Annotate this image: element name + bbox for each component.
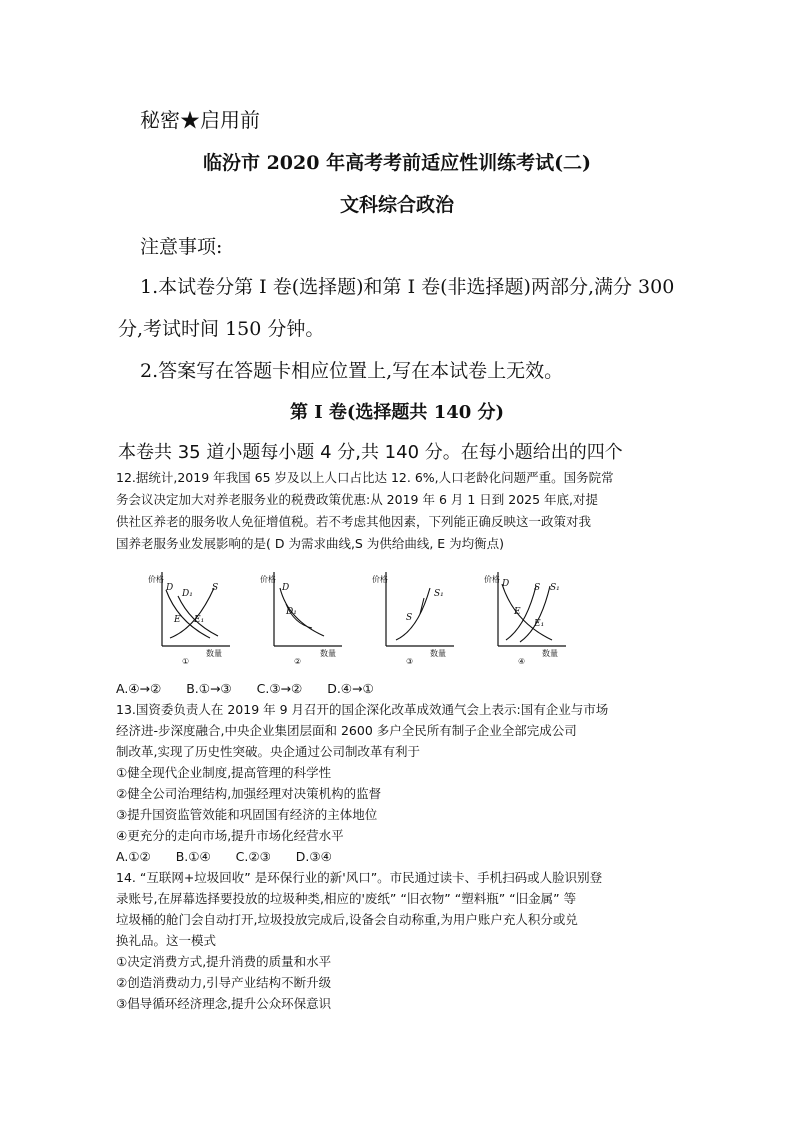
notice-item-2: 2.答案写在答题卡相应位置上,写在本试卷上无效。 [140, 360, 564, 382]
section-intro: 本卷共 35 道小题每小题 4 分,共 140 分。在每小题给出的四个 [118, 442, 623, 463]
graph-2-x-label: 数量 [320, 649, 336, 658]
q13-line-2: 经济进-步深度融合,中央企业集团层面和 2600 多户全民所有制子企业全部完成公司 [116, 723, 577, 738]
graph-4-e1-label: E₁ [534, 619, 545, 629]
graph-3-y-label: 价格 [372, 575, 388, 584]
graph-2-y-label: 价格 [260, 575, 276, 584]
q12-line-4: 国养老服务业发展影响的是( D 为需求曲线,S 为供给曲线, E 为均衡点) [116, 536, 505, 551]
graph-3-x-label: 数量 [430, 649, 446, 658]
graph-4-y-label: 价格 [484, 575, 500, 584]
graph-4-s1-label: S₁ [550, 583, 560, 593]
graph-1-s-label: S [212, 583, 219, 593]
q12-options: A.④→② B.①→③ C.③→② D.④→① [116, 681, 374, 696]
q13-line-7: ④更充分的走向市场,提升市场化经营水平 [116, 828, 344, 843]
graph-2-d1-label: D₁ [286, 607, 297, 617]
notice-heading: 注意事项: [140, 236, 223, 258]
graph-4-number: ④ [518, 657, 526, 666]
q13-line-6: ③提升国资监管效能和巩固国有经济的主体地位 [116, 807, 378, 822]
q13-line-4: ①健全现代企业制度,提高管理的科学性 [116, 765, 332, 780]
notice-item-1-line-1: 1.本试卷分第 I 卷(选择题)和第 I 卷(非选择题)两部分,满分 300 [140, 276, 675, 298]
q13-line-3: 制改革,实现了历史性突破。央企通过公司制改革有利于 [116, 744, 420, 759]
exam-title: 临汾市 2020 年高考考前适应性训练考试(二) [202, 152, 592, 174]
graph-3-s1-label: S₁ [434, 589, 444, 599]
graph-4-figure [484, 560, 579, 670]
q12-line-1: 12.据统计,2019 年我国 65 岁及以上人口占比达 12. 6%,人口老龄化问题严重。国务院常 [116, 470, 614, 485]
q14-line-7: ③倡导循环经济理念,提升公众环保意识 [116, 996, 332, 1011]
graph-1-e-label: E [174, 615, 181, 625]
q13-options: A.①② B.①④ C.②③ D.③④ [116, 849, 332, 864]
graph-1-y-label: 价格 [148, 575, 164, 584]
graph-4-x-label: 数量 [542, 649, 558, 658]
confidential-label: 秘密★启用前 [140, 108, 260, 132]
q13-line-5: ②健全公司治理结构,加强经理对决策机构的监督 [116, 786, 382, 801]
graph-2-d-label: D [282, 583, 290, 593]
q14-line-2: 录账号,在屏幕选择要投放的垃圾种类,相应的'废纸” “旧衣物” “塑料瓶” “旧金属” 等 [116, 891, 577, 906]
graph-4-s-label: S [534, 583, 541, 593]
q12-line-2: 务会议决定加大对养老服务业的税费政策优惠:从 2019 年 6 月 1 日到 2025 年底,对提 [116, 492, 599, 507]
section-title: 第 I 卷(选择题共 140 分) [289, 402, 505, 423]
notice-item-1-line-2: 分,考试时间 150 分钟。 [118, 318, 325, 340]
graph-3-number: ③ [406, 657, 414, 666]
graph-2 [260, 560, 355, 670]
graph-2-figure [260, 560, 355, 670]
graph-1-figure [148, 560, 243, 670]
graph-2-number: ② [294, 657, 302, 666]
graph-1-d1-label: D₁ [182, 589, 193, 599]
graph-3 [372, 560, 467, 670]
q14-line-3: 垃圾桶的舱门会自动打开,垃圾投放完成后,设备会自动称重,为用户账户充人积分或兑 [116, 912, 578, 927]
q14-line-4: 换礼品。这一模式 [116, 933, 217, 948]
graph-1-e1-label: E₁ [194, 615, 205, 625]
graph-4-d-label: D [502, 579, 510, 589]
graph-3-s-label: S [406, 613, 413, 623]
supply-demand-graphs [120, 560, 570, 672]
q13-line-1: 13.国资委负责人在 2019 年 9 月召开的国企深化改革成效通气会上表示:国有企业与市场 [116, 702, 609, 717]
q12-line-3: 供社区养老的服务收人免征增值税。若不考虑其他因素，下列能正确反映这一政策对我 [116, 514, 592, 529]
graph-1 [148, 560, 243, 670]
graph-3-figure [372, 560, 467, 670]
exam-subtitle: 文科综合政治 [339, 194, 454, 216]
graph-4-e-label: E [514, 607, 521, 617]
q14-line-6: ②创造消费动力,引导产业结构不断升级 [116, 975, 332, 990]
graph-1-d-label: D [166, 583, 174, 593]
graph-4 [484, 560, 579, 670]
q14-line-1: 14. “互联网+垃圾回收” 是环保行业的新'风口”。市民通过读卡、手机扫码或人脸识别登 [116, 870, 603, 885]
graph-1-number: ① [182, 657, 190, 666]
q14-line-5: ①决定消费方式,提升消费的质量和水平 [116, 954, 332, 969]
graph-1-x-label: 数量 [206, 649, 222, 658]
